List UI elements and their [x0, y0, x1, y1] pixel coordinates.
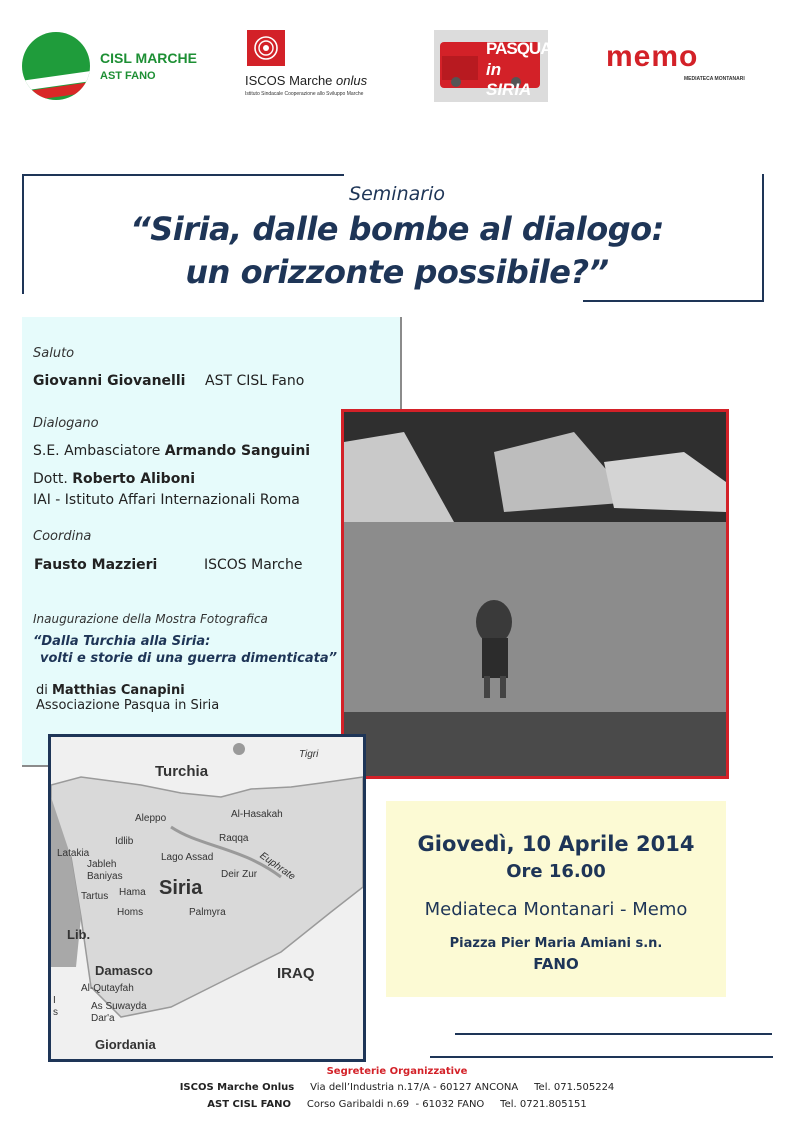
cisl-marche-logo — [22, 30, 222, 100]
memo-logo — [606, 40, 752, 90]
divider-line — [430, 1056, 773, 1058]
syria-map — [48, 734, 366, 1062]
iscos-marche-logo — [245, 30, 405, 102]
map-label-euphrate: Euphrate — [257, 850, 298, 883]
saluto-org: AST CISL Fano — [205, 373, 305, 389]
map-label-idlib: Idlib — [115, 836, 134, 847]
pasqua-in-siria-logo — [434, 30, 552, 102]
map-label-is: I s — [53, 995, 58, 1018]
event-address: Piazza Pier Maria Amiani s.n. — [449, 936, 663, 951]
event-date: Giovedì, 10 Aprile 2014 — [417, 832, 695, 856]
saluto-name: Giovanni Giovanelli — [33, 373, 186, 389]
map-label-homs: Homs — [117, 907, 144, 918]
event-venue: Mediateca Montanari - Memo — [424, 899, 688, 920]
divider-line — [455, 1033, 772, 1035]
iscos-emblem-icon — [247, 30, 285, 66]
event-info-box — [386, 801, 726, 997]
map-label-giordania: Giordania — [95, 1037, 156, 1052]
saluto-label: Saluto — [33, 346, 75, 361]
map-label-lib: Lib. — [67, 927, 91, 942]
cisl-emblem-icon — [22, 32, 90, 100]
memo-logo-title: memo — [606, 40, 699, 73]
coordinator-org: ISCOS Marche — [204, 557, 303, 573]
speaker-1: S.E. Ambasciatore Armando Sanguini — [33, 443, 311, 459]
exhibition-label: Inaugurazione della Mostra Fotografica — [33, 612, 268, 626]
footer-contact-cisl: AST CISL FANO Corso Garibaldi n.69 - 61032 FANO Tel. 0721.805151 — [207, 1099, 587, 1110]
map-label-lago-assad: Lago Assad — [161, 852, 214, 863]
title-frame-line — [22, 174, 344, 176]
map-label-turchia: Turchia — [155, 763, 209, 780]
map-label-tartus: Tartus — [81, 891, 109, 902]
refugee-camp-photo — [341, 409, 729, 779]
map-label-siria: Siria — [159, 877, 203, 899]
map-label-aleppo: Aleppo — [135, 813, 167, 824]
exhibition-author-org: Associazione Pasqua in Siria — [36, 698, 220, 713]
map-label-as-suwayda: As Suwayda — [91, 1001, 147, 1012]
map-label-iraq: IRAQ — [277, 965, 315, 982]
iscos-logo-subtitle: Istituto Sindacale Cooperazione allo Sviluppo Marche — [245, 91, 364, 97]
footer-contact-iscos: ISCOS Marche Onlus Via dell’Industria n.17/A - 60127 ANCONA Tel. 071.505224 — [179, 1082, 615, 1093]
seminar-title-line-1: “Siria, dalle bombe al dialogo: — [130, 210, 664, 248]
map-label-al-qutayfah: Al-Qutayfah — [81, 983, 134, 994]
map-label-al-hasakah: Al-Hasakah — [231, 809, 283, 820]
exhibition-title-line-1: “Dalla Turchia alla Siria: — [33, 634, 211, 649]
footer-heading: Segreterie Organizzative — [326, 1066, 468, 1077]
map-label-baniyas: Baniyas — [87, 871, 123, 882]
map-label-hama: Hama — [119, 887, 146, 898]
speaker-2-org: IAI - Istituto Affari Internazionali Roma — [33, 492, 300, 508]
coordinator-name: Fausto Mazzieri — [34, 557, 158, 573]
coordina-label: Coordina — [33, 529, 92, 544]
map-label-jableh: Jableh — [87, 859, 117, 870]
map-label-deir-zur: Deir Zur — [221, 869, 258, 880]
seminar-title-line-2: un orizzonte possibile?” — [185, 253, 609, 291]
iscos-logo-title: ISCOS Marche onlus — [245, 73, 368, 88]
cisl-logo-subtitle: AST FANO — [100, 70, 156, 82]
event-time: Ore 16.00 — [506, 861, 606, 882]
event-kicker: Seminario — [349, 183, 445, 205]
map-label-dara: Dar'a — [91, 1013, 115, 1024]
memo-logo-subtitle: MEDIATECA MONTANARI — [684, 76, 745, 82]
map-label-latakia: Latakia — [57, 848, 90, 859]
pasqua-logo-text-2: in SIRIA — [486, 60, 532, 99]
event-city: FANO — [533, 955, 579, 973]
dialogano-label: Dialogano — [33, 416, 99, 431]
exhibition-title-line-2: volti e storie di una guerra dimenticata” — [40, 651, 337, 666]
cisl-logo-title: CISL MARCHE — [100, 50, 197, 66]
map-label-raqqa: Raqqa — [219, 833, 249, 844]
exhibition-author: di Matthias Canapini — [36, 683, 185, 698]
map-label-palmyra: Palmyra — [189, 907, 226, 918]
map-label-damasco: Damasco — [95, 963, 153, 978]
speaker-2: Dott. Roberto Aliboni — [33, 471, 196, 487]
pasqua-logo-text: PASQUA — [486, 39, 552, 58]
map-label-tigri: Tigri — [299, 749, 319, 760]
title-frame-line — [583, 300, 764, 302]
